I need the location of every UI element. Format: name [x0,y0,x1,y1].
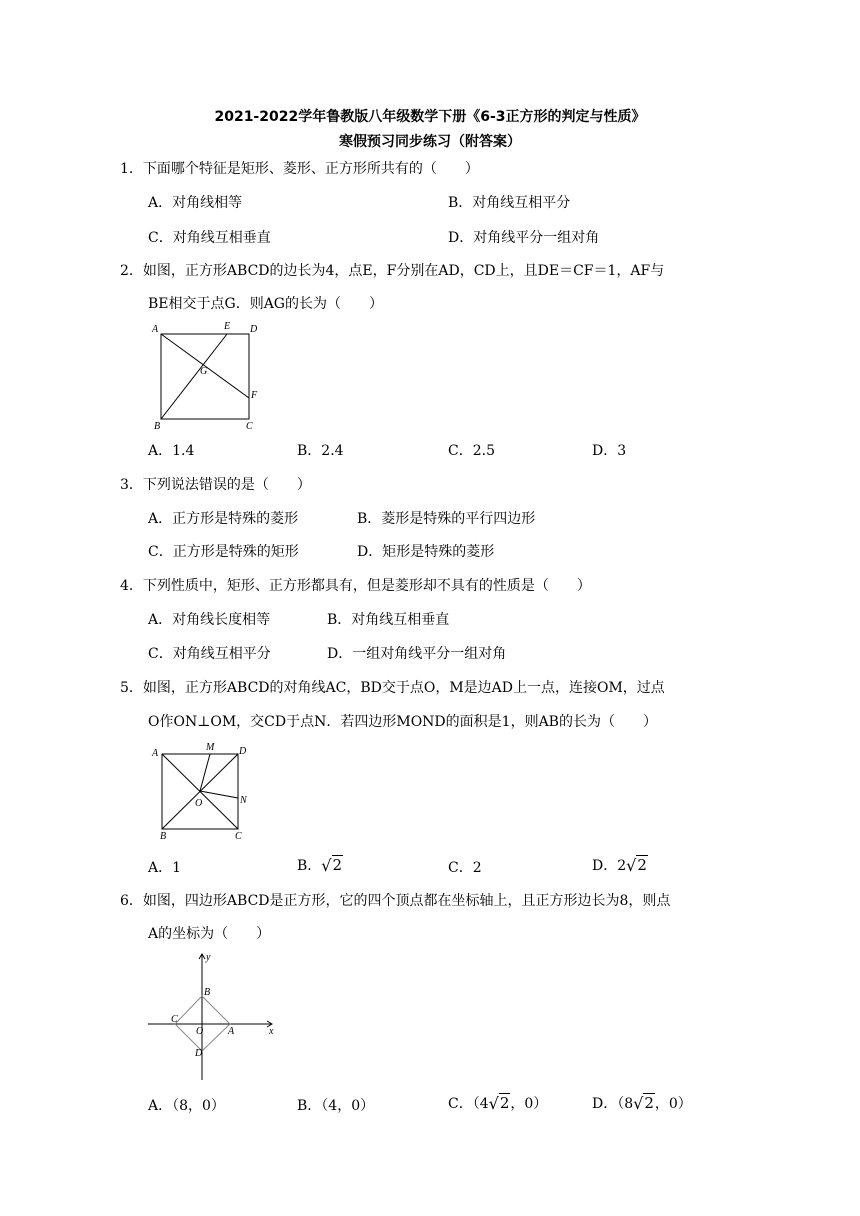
q4-option-a: A．对角线长度相等 [148,612,271,628]
q3-option-a: A．正方形是特殊的菱形 [148,511,299,527]
q6-option-a: A．（8，0） [148,1098,225,1114]
question-number: 6． [120,893,143,909]
question-5-line2: O作ON⊥OM，交CD于点N．若四边形MOND的面积是1，则AB的长为（ ） [148,714,657,730]
q5-option-a: A．1 [148,860,182,876]
question-2-line2: BE相交于点G．则AG的长为（ ） [148,296,383,312]
question-6 [120,890,670,910]
label-d: D [239,746,247,757]
question-text: 下列说法错误的是（ ） [142,477,311,493]
label-e: E [224,321,231,332]
figure-coordinate-square-q6 [145,950,285,1085]
document-title-line1: 2021-2022学年鲁教版八年级数学下册《6-3正方形的判定与性质》 [214,109,646,125]
segment-om [200,754,210,791]
question-text-line1: 如图，四边形ABCD是正方形，它的四个顶点都在坐标轴上，且正方形边长为8，则点 [142,893,671,909]
q4-option-d: D．一组对角线平分一组对角 [327,646,507,662]
document-title-line2: 寒假预习同步练习（附答案） [339,134,521,150]
question-4 [120,575,591,595]
label-d: D [195,1048,203,1059]
label-g: G [200,366,208,377]
question-2 [120,260,664,280]
q5-option-c: C．2 [448,860,482,876]
label-a: A [228,1026,235,1037]
q4-option-c: C．对角线互相平分 [148,646,271,662]
q4-option-b: B．对角线互相垂直 [327,612,450,628]
label-a: A [152,748,159,759]
question-number: 3． [120,477,143,493]
label-c: C [246,421,253,432]
sqrt-symbol: √2 [626,856,647,875]
question-5 [120,677,665,697]
q5-option-d: D．2√2 [592,856,647,875]
figure-square-mond-q5 [150,740,260,844]
label-o: O [195,798,203,809]
question-number: 5． [120,680,143,696]
label-o: O [196,1026,204,1037]
question-text-line1: 如图，正方形ABCD的对角线AC，BD交于点O，M是边AD上一点，连接OM，过点 [142,680,665,696]
sqrt-symbol: √2 [321,856,343,875]
question-3 [120,474,311,494]
q1-option-a: A．对角线相等 [148,195,243,211]
label-c: C [171,1014,178,1025]
label-f: F [251,390,258,401]
q1-option-d: D．对角线平分一组对角 [448,230,600,246]
q3-option-d: D．矩形是特殊的菱形 [357,544,495,560]
label-b: B [154,421,161,432]
q6-option-c: C．（4√2，0） [448,1094,548,1113]
question-1 [120,158,479,178]
label-m: M [206,742,215,753]
q2-option-d: D．3 [592,443,627,459]
label-n: N [240,795,247,806]
label-a: A [152,324,159,335]
label-c: C [235,831,242,842]
q2-option-a: A．1.4 [148,443,195,459]
sqrt-symbol: √2 [633,1094,654,1113]
question-text: 下列性质中，矩形、正方形都具有，但是菱形却不具有的性质是（ ） [142,578,591,594]
q3-option-c: C．正方形是特殊的矩形 [148,544,299,560]
segment-be [161,334,227,419]
question-number: 4． [120,578,143,594]
label-d: D [250,324,258,335]
q6-option-d: D．（8√2，0） [592,1094,692,1113]
label-b: B [204,987,211,998]
question-text: 下面哪个特征是矩形、菱形、正方形所共有的（ ） [142,161,479,177]
q5-option-b: B．√2 [297,856,343,875]
question-6-line2: A的坐标为（ ） [148,926,271,942]
q1-option-b: B．对角线互相平分 [448,195,571,211]
q1-option-c: C．对角线互相垂直 [148,230,271,246]
question-number: 1． [120,161,143,177]
q2-option-b: B．2.4 [297,443,344,459]
label-b: B [160,831,167,842]
q6-option-b: B．（4，0） [297,1098,375,1114]
q3-option-b: B．菱形是特殊的平行四边形 [357,511,536,527]
label-x: x [269,1026,274,1037]
figure-square-abcd-q2 [150,318,270,434]
sqrt-symbol: √2 [488,1094,510,1113]
question-number: 2． [120,263,143,279]
q2-option-c: C．2.5 [448,443,495,459]
label-y: y [206,952,211,963]
question-text-line1: 如图，正方形ABCD的边长为4，点E，F分别在AD，CD上，且DE＝CF＝1，AF与 [142,263,665,279]
